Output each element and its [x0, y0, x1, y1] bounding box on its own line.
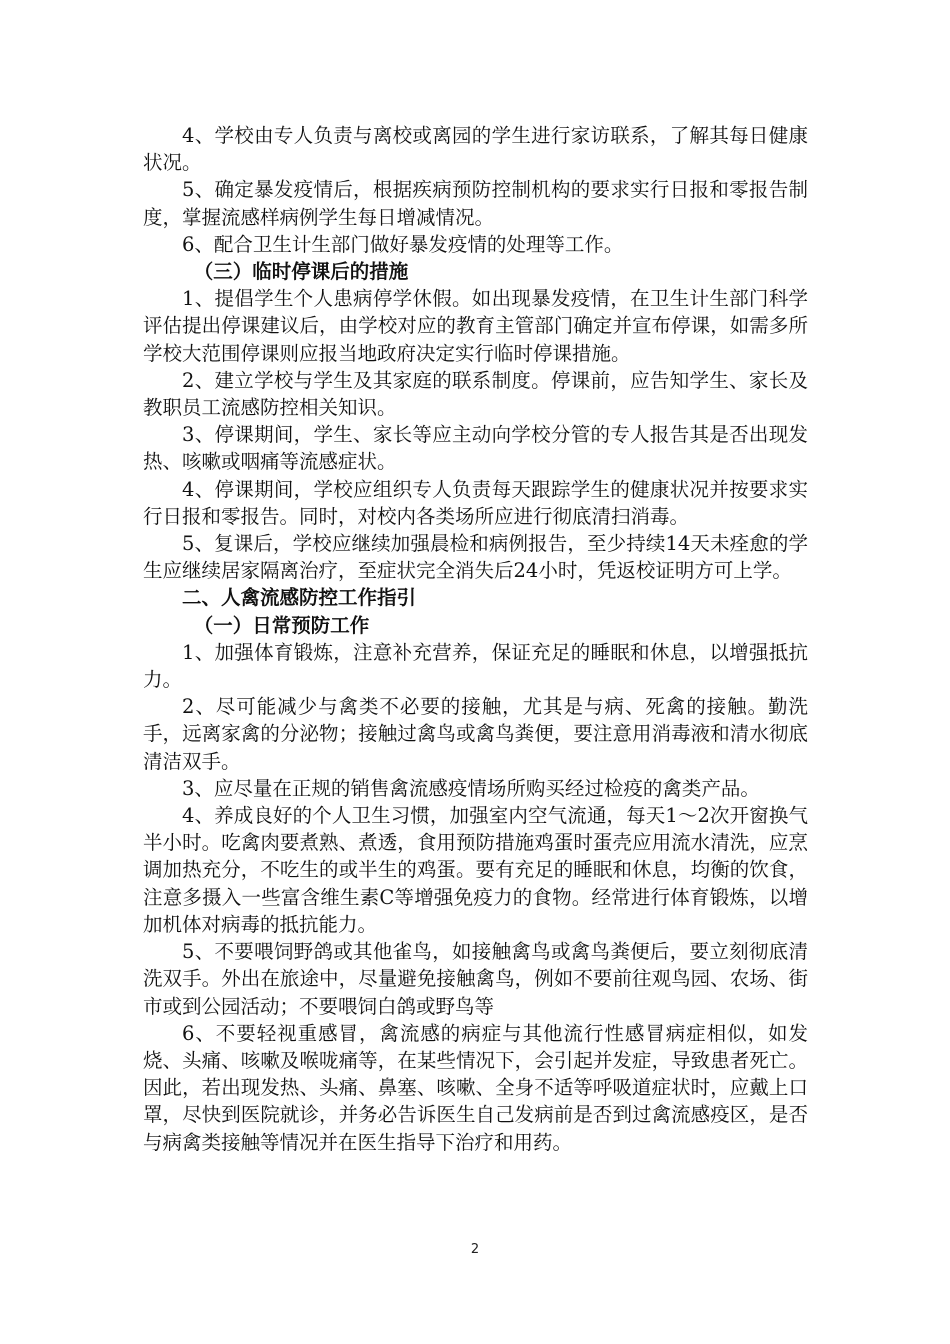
paragraph: 2、尽可能减少与禽类不必要的接触，尤其是与病、死禽的接触。勤洗手，远离家禽的分泌物；接触过禽鸟或禽鸟粪便，要注意用消毒液和清水彻底清洁双手。: [143, 695, 808, 773]
paragraph: 1、加强体育锻炼，注意补充营养，保证充足的睡眠和休息，以增强抵抗力。: [143, 640, 808, 692]
paragraph: 1、提倡学生个人患病停学休假。如出现暴发疫情，在卫生计生部门科学评估提出停课建议后，由学校对应的教育主管部门确定并宣布停课，如需多所学校大范围停课则应报当地政府决定实行临时停课措施。: [143, 287, 808, 365]
paragraph: 4、养成良好的个人卫生习惯，加强室内空气流通，每天1～2次开窗换气半小时。吃禽肉要煮熟、煮透，食用预防措施鸡蛋时蛋壳应用流水清洗，应烹调加热充分，不吃生的或半生的鸡蛋。要有充足的睡眠和休息，均衡的饮食，注意多摄入一些富含维生素C等增强免疫力的食物。经常进行体育锻炼，以增加机体对病毒的抵抗能力。: [143, 804, 808, 936]
paragraph: 4、学校由专人负责与离校或离园的学生进行家访联系，了解其每日健康状况。: [143, 124, 808, 175]
paragraph: 5、不要喂饲野鸽或其他雀鸟，如接触禽鸟或禽鸟粪便后，要立刻彻底清洗双手。外出在旅途中，尽量避免接触禽鸟，例如不要前往观鸟园、农场、街市或到公园活动；不要喂饲白鸽或野鸟等: [143, 940, 808, 1018]
paragraph: 5、复课后，学校应继续加强晨检和病例报告，至少持续14天未痊愈的学生应继续居家隔离治疗，至症状完全消失后24小时，凭返校证明方可上学。: [143, 532, 808, 583]
section-heading: （三）临时停课后的措施: [193, 260, 409, 284]
paragraph: 3、应尽量在正规的销售禽流感疫情场所购买经过检疫的禽类产品。: [182, 776, 760, 800]
paragraph: 6、配合卫生计生部门做好暴发疫情的处理等工作。: [182, 232, 624, 256]
section-heading: （一）日常预防工作: [193, 613, 370, 637]
paragraph: 2、建立学校与学生及其家庭的联系制度。停课前，应告知学生、家长及教职员工流感防控相关知识。: [143, 368, 808, 420]
paragraph: 6、不要轻视重感冒，禽流感的病症与其他流行性感冒病症相似，如发烧、头痛、咳嗽及喉咙痛等，在某些情况下，会引起并发症，导致患者死亡。因此，若出现发热、头痛、鼻塞、咳嗽、全身不适等呼吸道症状时，应戴上口罩，尽快到医院就诊，并务必告诉医生自己发病前是否到过禽流感疫区，是否与病禽类接触等情况并在医生指导下治疗和用药。: [143, 1021, 808, 1154]
document-body: [143, 122, 808, 1156]
paragraph: 3、停课期间，学生、家长等应主动向学校分管的专人报告其是否出现发热、咳嗽或咽痛等流感症状。: [143, 423, 808, 474]
paragraph: 5、确定暴发疫情后，根据疾病预防控制机构的要求实行日报和零报告制度，掌握流感样病例学生每日增减情况。: [143, 178, 808, 229]
page-number: 2: [470, 1242, 480, 1257]
paragraph: 4、停课期间，学校应组织专人负责每天跟踪学生的健康状况并按要求实行日报和零报告。同时，对校内各类场所应进行彻底清扫消毒。: [143, 477, 808, 528]
section-heading: 二、人禽流感防控工作指引: [182, 586, 417, 610]
